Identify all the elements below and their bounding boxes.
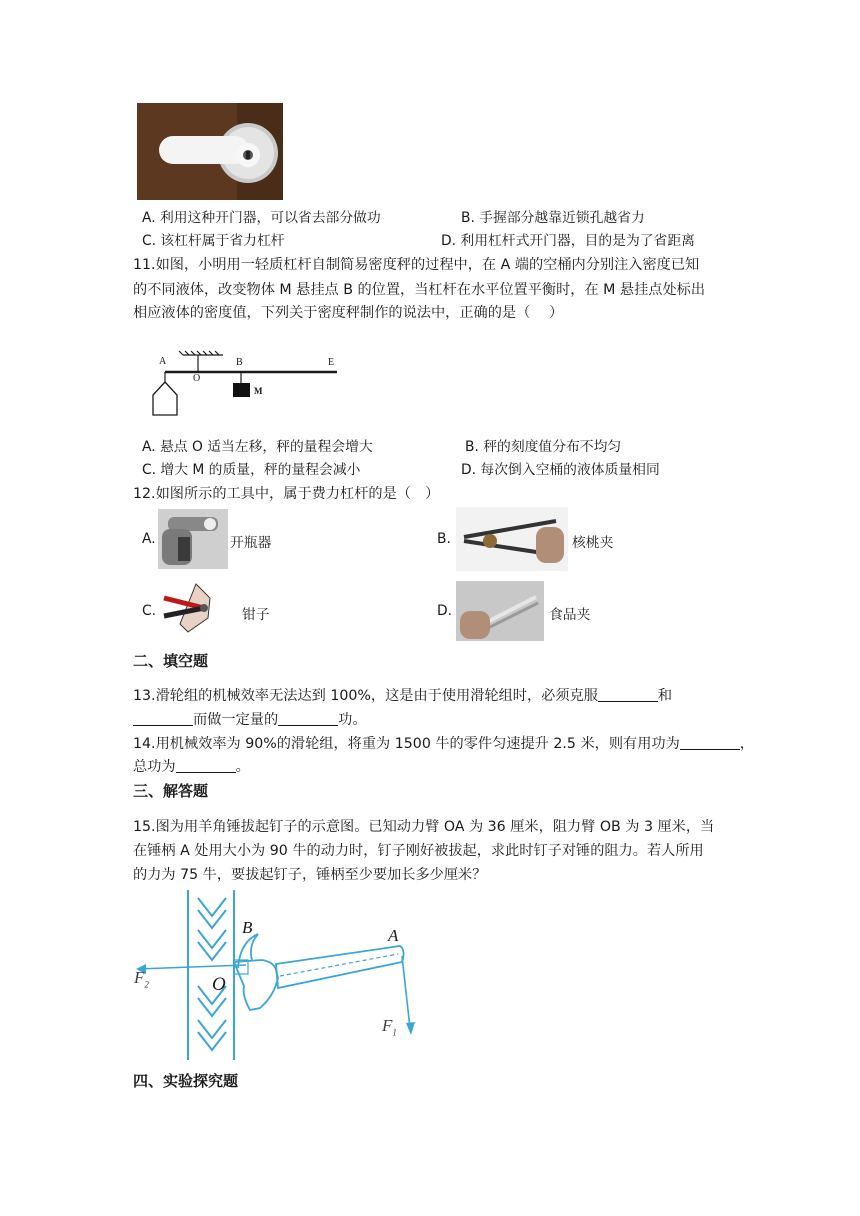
q12-option-a-letter: A. xyxy=(142,531,156,547)
q11-option-a: A. 悬点 O 适当左移，秤的量程会增大 xyxy=(142,439,373,455)
q11-stem-line1: 11.如图，小明用一轻质杠杆自制简易密度秤的过程中，在 A 端的空桶内分别注入密度已知 xyxy=(133,257,700,273)
pliers-photo xyxy=(158,578,228,638)
q12-option-b-letter: B. xyxy=(437,531,451,547)
f1-letter: F xyxy=(382,1016,393,1035)
food-tongs-photo xyxy=(456,581,544,641)
claw-hammer-figure xyxy=(130,890,430,1060)
q15-stem-line3: 的力为 75 牛，要拔起钉子，锤柄至少要加长多少厘米？ xyxy=(133,867,487,883)
q11-option-b: B. 秤的刻度值分布不均匀 xyxy=(465,439,622,455)
q13-line1 xyxy=(133,686,672,706)
q13-blank-3[interactable] xyxy=(278,711,338,726)
q11-option-d: D. 每次倒入空桶的液体质量相同 xyxy=(461,462,660,478)
q14-text-1: 14.用机械效率为 90%的滑轮组，将重为 1500 牛的零件匀速提升 2.5 米，则有用功为 xyxy=(133,736,680,752)
q13-blank-2[interactable] xyxy=(133,711,193,726)
q12-option-c-name: 钳子 xyxy=(242,607,270,623)
q12-stem: 12.如图所示的工具中，属于费力杠杆的是（ ） xyxy=(133,486,440,502)
label-m: M xyxy=(254,386,263,396)
q13-text-3: 而做一定量的 xyxy=(193,712,279,728)
q12-option-a-name: 开瓶器 xyxy=(230,535,272,551)
q14-text-3: 总功为 xyxy=(133,759,176,775)
f1-subscript: 1 xyxy=(392,1027,397,1038)
hammer-label-f1 xyxy=(382,1016,397,1037)
q13-text-4: 功。 xyxy=(338,712,367,728)
hammer-label-o: O xyxy=(212,974,226,995)
q12-option-b-name: 核桃夹 xyxy=(572,535,614,551)
hammer-label-a: A xyxy=(388,926,399,945)
q12-option-c-letter: C. xyxy=(142,603,157,619)
q13-line2 xyxy=(133,710,367,730)
q12-option-d-name: 食品夹 xyxy=(549,607,591,623)
q10-option-a: A. 利用这种开门器，可以省去部分做功 xyxy=(142,210,381,226)
q10-option-d: D. 利用杠杆式开门器，目的是为了省距离 xyxy=(441,233,695,249)
q15-stem-line2: 在锤柄 A 处用大小为 90 牛的动力时，钉子刚好被拔起，求此时钉子对锤的阻力。若人所用 xyxy=(133,843,704,859)
label-b: B xyxy=(236,357,243,368)
hammer-label-b: B xyxy=(242,918,253,937)
q13-blank-1[interactable] xyxy=(598,687,658,702)
q14-blank-2[interactable] xyxy=(176,758,236,773)
q14-text-4: 。 xyxy=(235,759,250,775)
section-answer-heading: 三、解答题 xyxy=(133,782,209,800)
hammer-label-f2 xyxy=(134,968,149,989)
q14-line2 xyxy=(133,757,250,777)
label-a: A xyxy=(159,356,167,367)
q13-text-2: 和 xyxy=(657,688,673,704)
q13-text-1: 13.滑轮组的机械效率无法达到 100%，这是由于使用滑轮组时，必须克服 xyxy=(133,688,598,704)
door-opener-photo xyxy=(137,103,283,200)
f2-letter: F xyxy=(134,968,145,987)
f2-subscript: 2 xyxy=(144,979,149,990)
density-scale-figure xyxy=(143,345,343,420)
q12-option-d-letter: D. xyxy=(437,603,453,619)
q10-option-c: C. 该杠杆属于省力杠杆 xyxy=(142,233,285,249)
q14-blank-1[interactable] xyxy=(680,735,740,750)
q10-option-b: B. 手握部分越靠近锁孔越省力 xyxy=(461,210,645,226)
bottle-opener-photo xyxy=(158,509,228,569)
label-e: E xyxy=(328,357,335,368)
q14-text-2: ， xyxy=(739,736,754,752)
section-experiment-heading: 四、实验探究题 xyxy=(133,1072,239,1090)
q11-option-c: C. 增大 M 的质量，秤的量程会减小 xyxy=(142,462,361,478)
q15-stem-line1: 15.图为用羊角锤拔起钉子的示意图。已知动力臂 OA 为 36 厘米，阻力臂 OB 为 3 厘米，当 xyxy=(133,819,715,835)
section-fill-in-heading: 二、填空题 xyxy=(133,652,209,670)
label-o: O xyxy=(193,373,201,384)
q14-line1 xyxy=(133,734,754,754)
q11-stem-line2: 的不同液体，改变物体 M 悬挂点 B 的位置，当杠杆在水平位置平衡时，在 M 悬挂点处标出 xyxy=(133,282,706,298)
q11-stem-line3: 相应液体的密度值，下列关于密度秤制作的说法中，正确的是（ ） xyxy=(133,305,564,321)
nutcracker-photo xyxy=(456,507,568,571)
